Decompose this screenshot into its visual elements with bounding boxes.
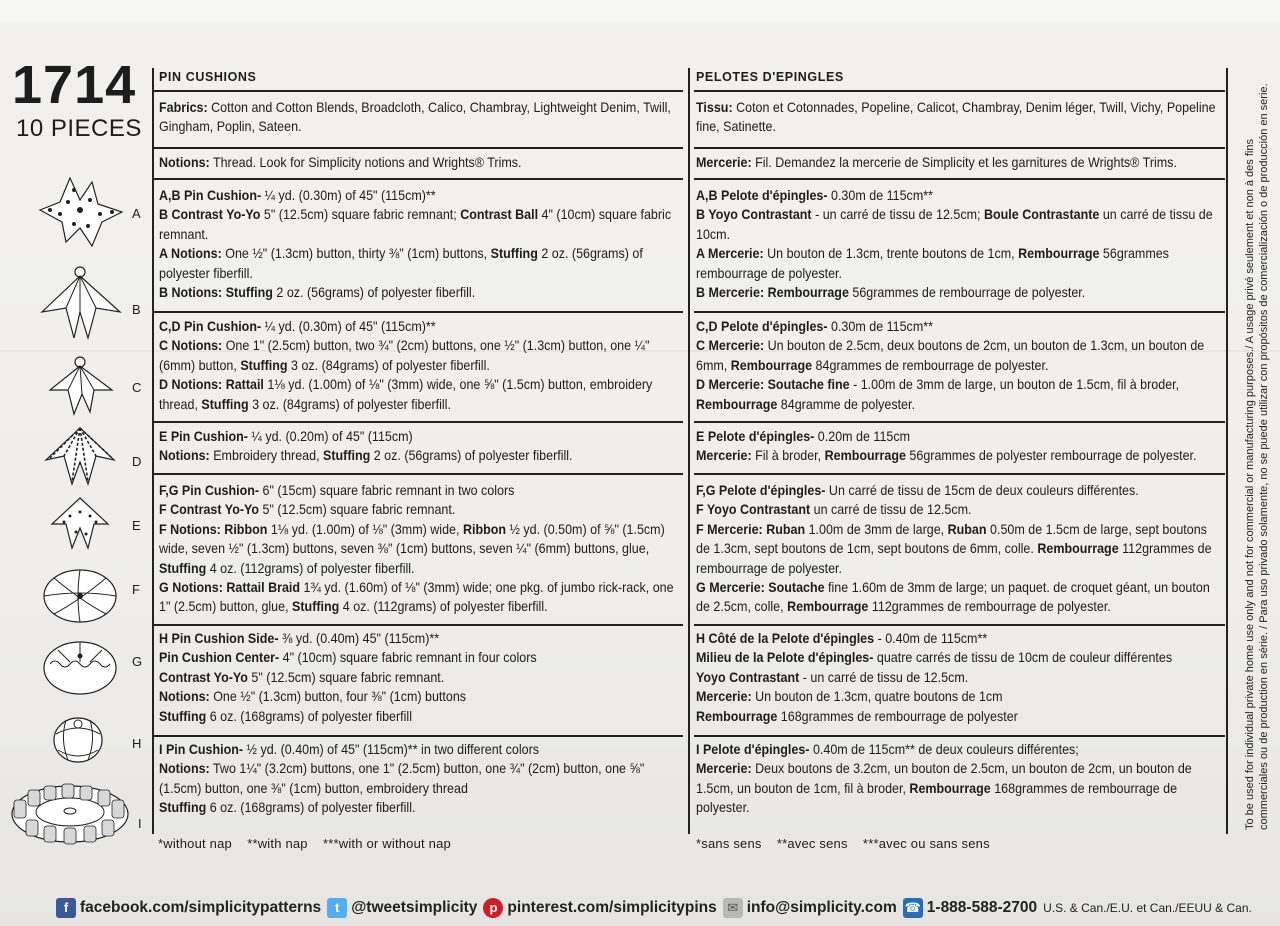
view-a-illustration: [30, 172, 140, 252]
view-i-illustration: [4, 778, 144, 848]
views-ab-block: A,B Pin Cushion- ¼ yd. (0.30m) of 45" (115cm)** B Contrast Yo-Yo 5" (12.5cm) square fabric remnant; Contrast Ball 4" (10cm) square fabric remnant. A Notions: One ½" (1.3cm) button, thirty ⅜" (1cm) buttons, Stuffing 2 oz. (56grams) of polyester fiberfill. B Notions: Stuffing 2 oz. (56grams) of polyester fiberfill.: [159, 188, 672, 301]
row-divider: [152, 147, 683, 149]
nap-footnote-fr: *sans sens **avec sens ***avec ou sans sens: [696, 836, 990, 851]
piece-count: 10 PIECES: [16, 115, 142, 142]
table-right-border: [1226, 68, 1228, 834]
view-letter: B: [132, 302, 141, 317]
view-e-illustration: [30, 494, 140, 552]
row-divider: [694, 421, 1225, 423]
email-link[interactable]: info@simplicity.com: [746, 899, 897, 916]
pattern-number: 1714: [12, 55, 137, 115]
facebook-link[interactable]: facebook.com/simplicitypatterns: [80, 899, 322, 916]
view-g-drawing: [30, 632, 130, 700]
notions-block: Mercerie: Fil. Demandez la mercerie de Simplicity et les garnitures de Wrights® Trims.: [696, 155, 1177, 170]
view-h-block: H Pin Cushion Side- ⅜ yd. (0.40m) 45" (115cm)** Pin Cushion Center- 4" (10cm) square fabric remnant in four colors Contrast Yo-Yo 5" (12.5cm) square fabric remnant. Notions: One ½" (1.3cm) button, four ⅜" (1cm) buttons Stuffing 6 oz. (168grams) of polyester fiberfill: [159, 631, 537, 724]
table-left-border: [152, 68, 154, 834]
view-i-drawing: [4, 778, 134, 848]
view-f-illustration: [30, 560, 140, 628]
legal-line: commerciales ou de production en série. / Para uso privado solamente, no se puede utilizar con propósitos de comercialización o de producción en serie.: [1257, 83, 1270, 830]
pinterest-link[interactable]: pinterest.com/simplicitypins: [507, 899, 717, 916]
contact-footer: [50, 896, 1252, 920]
row-divider: [152, 90, 683, 92]
view-letter: A: [132, 206, 141, 221]
row-divider: [152, 624, 683, 626]
email-icon: ✉: [723, 898, 743, 918]
views-fg-block: F,G Pelote d'épingles- Un carré de tissu de 15cm de deux couleurs différentes. F Yoyo Contrastant un carré de tissu de 12.5cm. F Mercerie: Ruban 1.00m de 3mm de large, Ruban 0.50m de 1.5cm de large, sept boutons de 1.3cm, sept boutons de 1cm, sept boutons de 6mm, colle. Rembourrage 112grammes de rembourrage de polyester. G Mercerie: Soutache fine 1.60m de 3mm de large; un paquet. de croquet géant, un bouton de 2.5cm, colle, Rembourrage 112grammes de rembourrage de polyester.: [696, 483, 1212, 615]
row-divider: [694, 311, 1225, 313]
view-letter: G: [132, 654, 143, 669]
row-divider: [152, 735, 683, 737]
fabrics-block: Tissu: Coton et Cotonnades, Popeline, Calicot, Chambray, Denim léger, Twill, Vichy, Popeline fine, Satinette.: [696, 100, 1216, 135]
row-divider: [694, 147, 1225, 149]
view-letter: C: [132, 380, 142, 395]
view-a-drawing: [30, 172, 130, 252]
row-divider: [152, 473, 683, 475]
view-b-illustration: [30, 262, 140, 342]
views-ab-block: A,B Pelote d'épingles- 0.30m de 115cm** B Yoyo Contrastant - un carré de tissu de 12.5cm; Boule Contrastante un carré de tissu de 10cm. A Mercerie: Un bouton de 1.3cm, trente boutons de 1cm, Rembourrage 56grammes rembourrage de polyester. B Mercerie: Rembourrage 56grammes de rembourrage de polyester.: [696, 188, 1213, 301]
views-fg-block: F,G Pin Cushion- 6" (15cm) square fabric remnant in two colors F Contrast Yo-Yo 5" (12.5cm) square fabric remnant. F Notions: Ribbon 1⅛ yd. (1.00m) of ⅛" (3mm) wide, Ribbon ½ yd. (0.50m) of ⅝" (1.5cm) wide, seven ½" (1.3cm) buttons, seven ⅜" (1cm) buttons, seven ¼" (6mm) buttons, glue, Stuffing 4 oz. (112grams) of polyester fiberfill. G Notions: Rattail Braid 1¾ yd. (1.60m) of ⅛" (3mm) wide; one pkg. of jumbo rick-rack, one 1" (2.5cm) button, glue, Stuffing 4 oz. (112grams) of polyester fiberfill.: [159, 483, 674, 615]
twitter-link[interactable]: @tweetsimplicity: [351, 899, 478, 916]
view-letter: D: [132, 454, 142, 469]
phone-number[interactable]: 1-888-588-2700: [926, 899, 1038, 916]
legal-line: To be used for individual private home use only and not for commercial or manufacturing purposes./ A usage privé seulement et non à des fins: [1244, 139, 1256, 830]
view-letter: F: [132, 582, 140, 597]
view-d-illustration: [30, 422, 140, 488]
row-divider: [694, 90, 1225, 92]
view-i-block: I Pin Cushion- ½ yd. (0.40m) of 45" (115cm)** in two different colors Notions: Two 1¼" (3.2cm) buttons, one 1" (2.5cm) button, one ¾" (2cm) button, one ⅝" (1.5cm) button, one ⅜" (1cm) button, embroidery thread Stuffing 6 oz. (168grams) of polyester fiberfill.: [159, 742, 645, 816]
row-divider: [694, 735, 1225, 737]
table-center-divider: [688, 68, 690, 834]
notions-block: Notions: Thread. Look for Simplicity notions and Wrights® Trims.: [159, 155, 522, 170]
row-divider: [152, 311, 683, 313]
section-title: PIN CUSHIONS: [159, 70, 257, 84]
row-divider: [694, 178, 1225, 180]
view-c-drawing: [30, 352, 130, 418]
yardage-table: [152, 68, 1227, 834]
view-h-drawing: [30, 708, 130, 772]
view-h-block: H Côté de la Pelote d'épingles - 0.40m de 115cm** Milieu de la Pelote d'épingles- quatre carrés de tissu de 10cm de couleur différentes Yoyo Contrastant - un carré de tissu de 12.5cm. Mercerie: Un bouton de 1.3cm, quatre boutons de 1cm Rembourrage 168grammes de rembourrage de polyester: [696, 631, 1173, 724]
fabrics-block: Fabrics: Cotton and Cotton Blends, Broadcloth, Calico, Chambray, Lightweight Denim, Twill, Gingham, Poplin, Sateen.: [159, 100, 671, 135]
row-divider: [694, 473, 1225, 475]
phone-region-note: U.S. & Can./E.U. et Can./EEUU & Can.: [1043, 901, 1252, 915]
view-f-drawing: [30, 560, 130, 628]
view-i-block: I Pelote d'épingles- 0.40m de 115cm** de deux couleurs différentes; Mercerie: Deux boutons de 3.2cm, un bouton de 2.5cm, un bouton de 2cm, un bouton de 1.5cm, un bouton de 1cm, fil à broder, Rembourrage 168grammes de rembourrage de polyester.: [696, 742, 1192, 816]
row-divider: [152, 178, 683, 180]
view-letter: E: [132, 518, 141, 533]
view-h-illustration: [30, 708, 140, 772]
view-g-illustration: [30, 632, 143, 700]
legal-notice: [1244, 83, 1271, 830]
view-b-drawing: [30, 262, 130, 342]
phone-icon: ☎: [903, 898, 923, 918]
view-letter: H: [132, 736, 142, 751]
pinterest-icon: p: [483, 898, 503, 918]
view-letter: I: [138, 816, 142, 831]
view-d-drawing: [30, 422, 130, 488]
view-e-block: E Pin Cushion- ¼ yd. (0.20m) of 45" (115cm) Notions: Embroidery thread, Stuffing 2 oz. (56grams) of polyester fiberfill.: [159, 429, 573, 464]
views-cd-block: C,D Pin Cushion- ¼ yd. (0.30m) of 45" (115cm)** C Notions: One 1" (2.5cm) button, two ¾" (2cm) buttons, one ½" (1.3cm) button, one ¼" (6mm) button, Stuffing 3 oz. (84grams) of polyester fiberfill. D Notions: Rattail 1⅛ yd. (1.00m) of ⅛" (3mm) wide, one ⅝" (1.5cm) button, embroidery thread, Stuffing 3 oz. (84grams) of polyester fiberfill.: [159, 319, 653, 412]
views-cd-block: C,D Pelote d'épingles- 0.30m de 115cm** C Mercerie: Un bouton de 2.5cm, deux boutons de 2cm, un bouton de 1.3cm, un bouton de 6mm, Rembourrage 84grammes de rembourrage de polyester. D Mercerie: Soutache fine - 1.00m de 3mm de large, un bouton de 1.5cm, fil à broder, Rembourrage 84gramme de polyester.: [696, 319, 1205, 412]
view-c-illustration: [30, 352, 140, 418]
row-divider: [152, 421, 683, 423]
view-e-drawing: [30, 494, 130, 552]
twitter-icon: t: [327, 898, 347, 918]
nap-footnote-en: *without nap **with nap ***with or without nap: [158, 836, 451, 851]
row-divider: [694, 624, 1225, 626]
facebook-icon: f: [56, 898, 76, 918]
section-title: PELOTES D'EPINGLES: [696, 70, 844, 84]
paper-highlight: [0, 0, 1280, 22]
view-e-block: E Pelote d'épingles- 0.20m de 115cm Mercerie: Fil à broder, Rembourrage 56grammes de polyester rembourrage de polyester.: [696, 429, 1197, 464]
